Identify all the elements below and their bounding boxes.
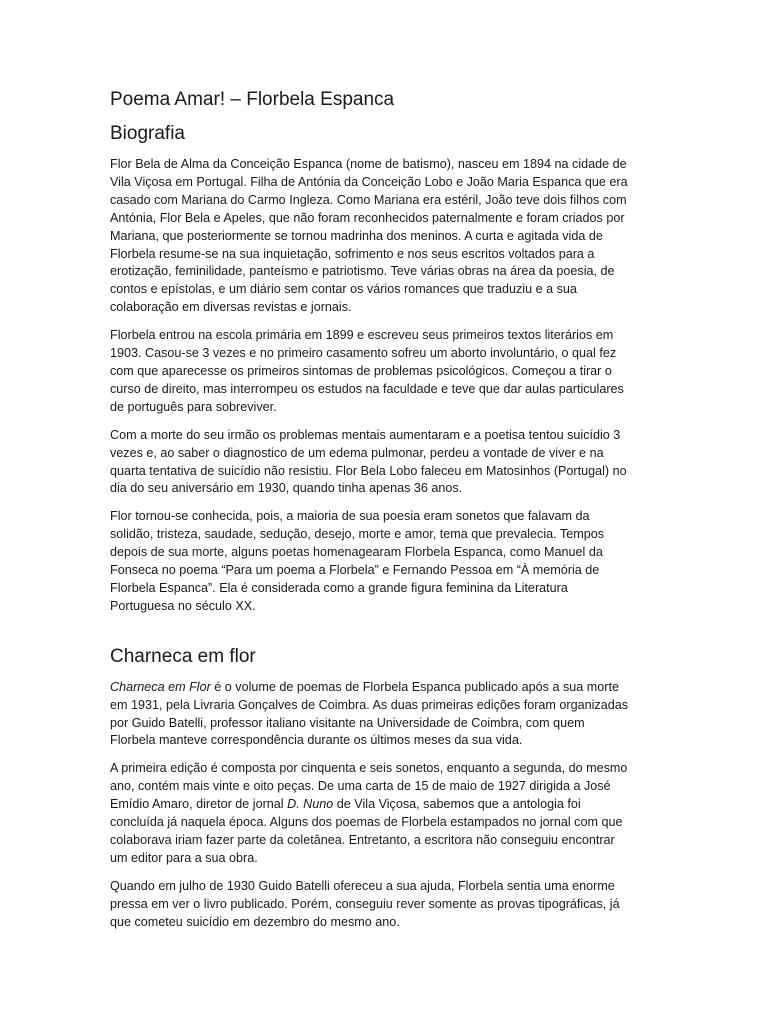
paragraph: Quando em julho de 1930 Guido Batelli ofereceu a sua ajuda, Florbela sentia uma enorme pressa em ver o livro publicado. Porém, conseguiu rever somente as provas tipográficas, já que cometeu suicídio em dezembro do mesmo ano. — [110, 878, 620, 929]
paragraph-text: de Vila Viçosa, sabemos que a antologia foi concluída já naquela época. Alguns dos poemas de Florbela estampados no jornal com que colaborava iriam fazer parte da coletânea. Entretanto, a escritora não conseguiu encontrar um editor para a sua obra. — [110, 797, 623, 865]
section-heading-charneca-em-flor: Charneca em flor — [110, 645, 256, 667]
paragraph-text: é o volume de poemas de Florbela Espanca publicado após a sua morte em 1931, pela Livraria Gonçalves de Coimbra. As duas primeiras edições foram organizadas por Guido Batelli, professor italiano visitante na Universidade de Coimbra, com quem Florbela manteve correspondência durante os últimos meses da sua vida. — [110, 679, 629, 748]
book-title-italic: Charneca em Flor — [110, 679, 211, 694]
paragraph-text: A primeira edição é composta por cinquenta e seis sonetos, enquanto a segunda, do mesmo ano, contém mais vinte e oito peças. De uma carta de 15 de maio de 1927 dirigida a José Emídio Amaro, diretor de jornal — [110, 761, 628, 812]
section-heading-biografia: Biografia — [110, 123, 185, 144]
paragraph — [110, 679, 630, 751]
paragraph: Florbela entrou na escola primária em 1899 e escreveu seus primeiros textos literários em 1903. Casou-se 3 vezes e no primeiro casamento sofreu um aborto involuntário, o qual fez com que aparecesse os primeiros sintomas de problemas psicológicos. Começou a tirar o curso de direito, mas interrompeu os estudos na faculdade e teve que dar aulas particulares de português para sobreviver. — [110, 328, 624, 414]
paragraph: Flor tornou-se conhecida, pois, a maioria de sua poesia eram sonetos que falavam da solidão, tristeza, saudade, sedução, desejo, morte e amor, tema que prevalecia. Tempos depois de sua morte, alguns poetas homenagearam Florbela Espanca, como Manuel da Fonseca no poema “Para um poema a Florbela” e Fernando Pessoa em “À memória de Florbela Espanca”. Ela é considerada como a grande figura feminina da Literatura Portuguesa no século XX. — [110, 509, 605, 613]
paragraph — [110, 760, 630, 867]
paragraph: Com a morte do seu irmão os problemas mentais aumentaram e a poetisa tentou suicídio 3 vezes e, ao saber o diagnostico de um edema pulmonar, perdeu a vontade de viver e na quarta tentativa de suicídio não resistiu. Flor Bela Lobo faleceu em Matosinhos (Portugal) no dia do seu aniversário em 1930, quando tinha apenas 36 anos. — [110, 427, 627, 496]
document-page — [110, 87, 630, 942]
section-charneca — [110, 644, 630, 932]
paragraph: Flor Bela de Alma da Conceição Espanca (nome de batismo), nasceu em 1894 na cidade de Vila Viçosa em Portugal. Filha de Antónia da Conceição Lobo e João Maria Espanca que era casado com Mariana do Carmo Ingleza. Como Mariana era estéril, João teve dois filhos com Antónia, Flor Bela e Apeles, que não foram reconhecidos paternalmente e foram criados por Mariana, que posteriormente se tornou madrinha dos meninos. A curta e agitada vida de Florbela resume-se na sua inquietação, sofrimento e nos seus escritos voltados para a erotização, feminilidade, panteísmo e patriotismo. Teve várias obras na área da poesia, de contos e epístolas, e um diário sem contar os vários romances que traduziu e a sua colaboração em diversas revistas e jornais. — [110, 157, 628, 315]
document-title: Poema Amar! – Florbela Espanca — [110, 89, 395, 110]
newspaper-title-italic: D. Nuno — [287, 797, 334, 812]
